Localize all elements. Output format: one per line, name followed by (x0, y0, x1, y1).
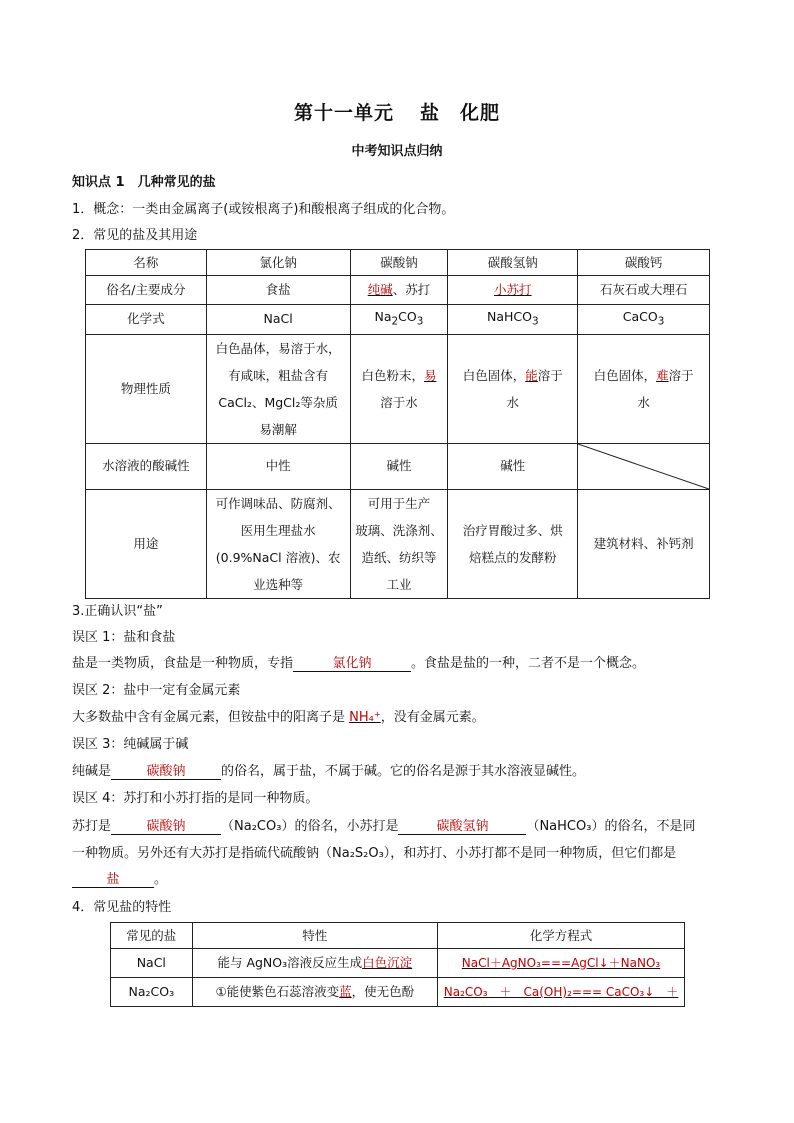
table-row: 名称 氯化钠 碳酸钠 碳酸氢钠 碳酸钙 (86, 250, 710, 276)
misconception-4-text-line1: 苏打是 碳酸钠 （Na₂CO₃）的俗名，小苏打是 碳酸氢钠 （NaHCO₃）的俗名，不是同 (72, 819, 696, 834)
misconception-4-text-line2: 一种物质。另外还有大苏打是指硫代硫酸钠（Na₂S₂O₃），和苏打、小苏打都不是同一种物质，但它们都是 (72, 846, 677, 861)
knowledge-point-heading: 知识点 1 几种常见的盐 (72, 175, 216, 190)
item-4-heading: 4．常见盐的特性 (72, 900, 172, 915)
misconception-2-text: 大多数盐中含有金属元素，但铵盐中的阳离子是 NH₄⁺，没有金属元素。 (72, 710, 485, 725)
diagonal-empty-cell (578, 443, 710, 489)
table-row: Na₂CO₃ ①能使紫色石蕊溶液变蓝，使无色酚 Na₂CO₃ ＋ Ca(OH)₂=== CaCO₃↓ ＋ (111, 978, 685, 1007)
table-row: 化学式 NaCl $Na_2CO_3$ NaHCO$_3$ CaCO$_3$ (86, 305, 710, 335)
misconception-3-text: 纯碱是 碳酸钠 的俗名，属于盐，不属于碱。它的俗名是源于其水溶液显碱性。 (72, 764, 586, 779)
misconception-4-title: 误区 4：苏打和小苏打指的是同一种物质。 (72, 791, 319, 806)
item-2-heading: 2．常见的盐及其用途 (72, 228, 198, 243)
table-row: 水溶液的酸碱性 中性 碱性 碱性 (86, 443, 710, 489)
table-row: 常见的盐 特性 化学方程式 (111, 923, 685, 949)
item-3-heading: 3.正确认识“盐” (72, 604, 163, 619)
table-row: 用途 可作调味品、防腐剂、 医用生理盐水 (0.9%NaCl 溶液)、农 业选种等 可用于生产 玻璃、洗涤剂、 造纸、纺织等 工业 治疗胃酸过多、烘 焙糕点的发酵粉 建筑材料、补钙剂 (86, 489, 710, 598)
table-row: 俗名/主要成分 食盐 纯碱、苏打 小苏打 石灰石或大理石 (86, 276, 710, 305)
title-unit: 第十一单元 (293, 102, 394, 124)
misconception-4-text-line3: 盐 。 (72, 868, 167, 888)
common-salts-table (85, 249, 710, 599)
table-row: 物理性质 白色晶体，易溶于水， 有咸味，粗盐含有 CaCl₂、MgCl₂等杂质 易潮解 白色粉末，易 溶于水 白色固体，能溶于 水 白色固体，难溶于 水 (86, 334, 710, 443)
misconception-2-title: 误区 2：盐中一定有金属元素 (72, 683, 241, 698)
item-1-concept: 1．概念：一类由金属离子(或铵根离子)和酸根离子组成的化合物。 (72, 202, 455, 217)
salt-properties-table (110, 922, 685, 1007)
page-subtitle: 中考知识点归纳 (351, 144, 443, 159)
table-row: NaCl 能与 AgNO₃溶液反应生成白色沉淀 NaCl＋AgNO₃===AgCl↓＋NaNO₃ (111, 949, 685, 978)
misconception-1-text: 盐是一类物质，食盐是一种物质，专指 氯化钠 。食盐是盐的一种，二者不是一个概念。 (72, 656, 646, 671)
misconception-3-title: 误区 3：纯碱属于碱 (72, 737, 189, 752)
misconception-1-title: 误区 1：盐和食盐 (72, 630, 176, 645)
diagonal-line (578, 444, 709, 489)
title-topic: 盐 化肥 (420, 102, 501, 124)
page-title (0, 98, 794, 125)
